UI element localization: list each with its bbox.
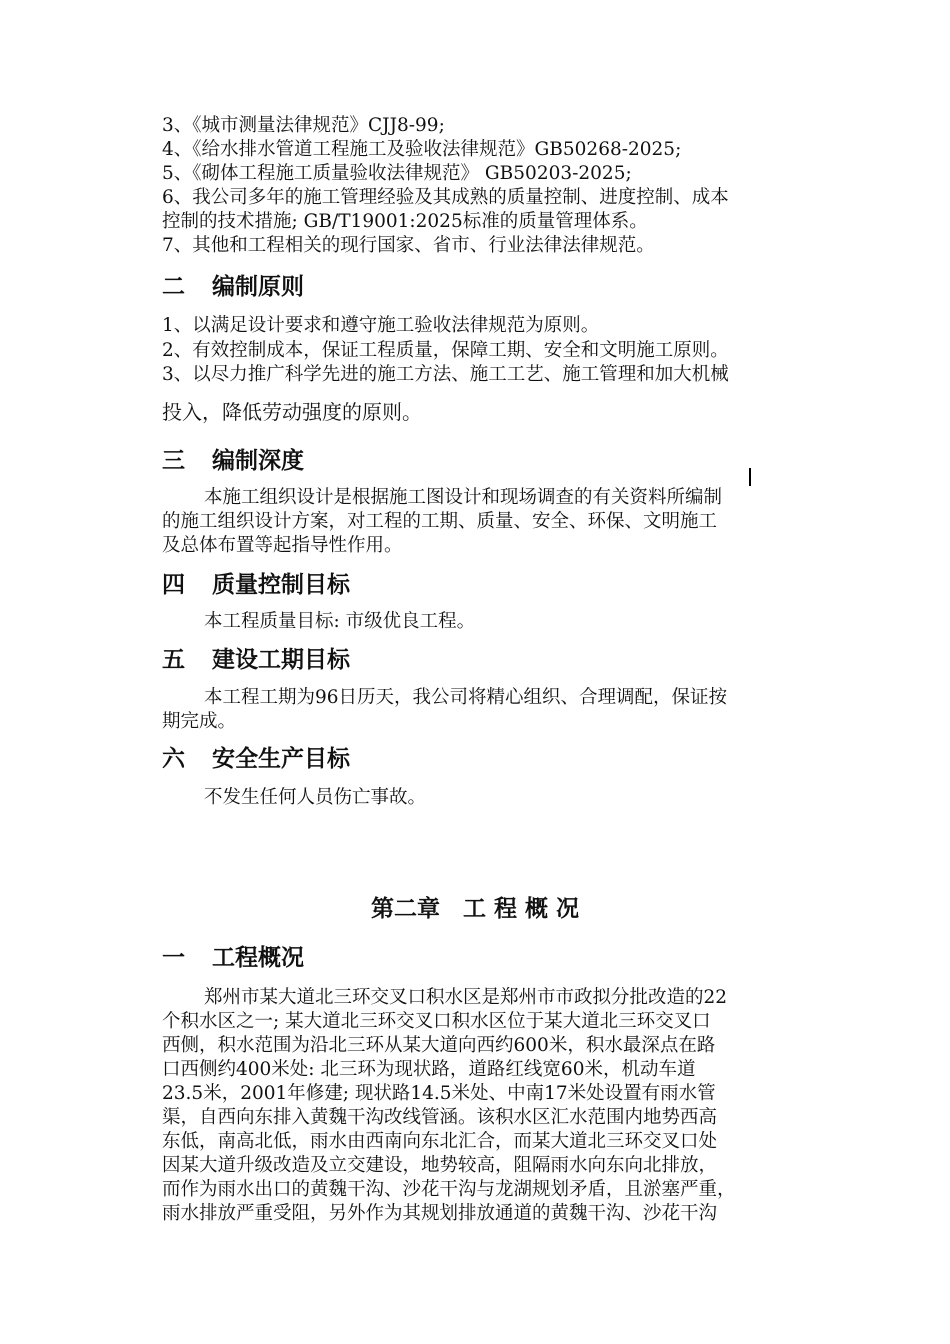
quality-goal-text: 本工程质量目标: 市级优良工程。: [204, 611, 476, 632]
text-cursor: [749, 468, 751, 486]
section-heading-principles: [162, 272, 304, 302]
section-title: 编制原则: [212, 274, 304, 300]
reference-item-6: 6、我公司多年的施工管理经验及其成熟的质量控制、进度控制、成本: [162, 187, 729, 208]
reference-item-7: 7、其他和工程相关的现行国家、省市、行业法律法律规范。: [162, 235, 655, 256]
overview-line-10: 雨水排放严重受阻，另外作为其规划排放通道的黄魏干沟、沙花干沟: [162, 1203, 718, 1224]
schedule-line-2: 期完成。: [162, 711, 237, 732]
section-number: 六: [162, 746, 185, 772]
overview-line-6: 渠，自西向东排入黄魏干沟改线管涵。该积水区汇水范围内地势西高: [162, 1107, 718, 1128]
section-heading-schedule: [162, 645, 350, 675]
section-heading-overview: [162, 943, 304, 973]
section-title: 编制深度: [212, 448, 304, 474]
overview-line-7: 东低，南高北低，雨水由西南向东北汇合，而某大道北三环交叉口处: [162, 1131, 718, 1152]
section-number: 三: [162, 448, 185, 474]
section-heading-safety: [162, 744, 350, 774]
reference-item-3: 3、《城市测量法律规范》CJJ8-99;: [162, 115, 445, 136]
section-number: 二: [162, 274, 185, 300]
schedule-line-1: 本工程工期为96日历天，我公司将精心组织、合理调配，保证按: [204, 687, 728, 708]
overview-line-3: 西侧，积水范围为沿北三环从某大道向西约600米，积水最深点在路: [162, 1035, 716, 1056]
overview-line-4: 口西侧约400米处: 北三环为现状路，道路红线宽60米，机动车道: [162, 1059, 696, 1080]
principle-item-3-cont: 投入，降低劳动强度的原则。: [162, 400, 422, 424]
chapter-title: 第二章 工 程 概 况: [370, 896, 580, 922]
section-title: 质量控制目标: [212, 572, 350, 598]
section-title: 建设工期目标: [212, 647, 350, 673]
overview-line-1: 郑州市某大道北三环交叉口积水区是郑州市市政拟分批改造的22: [204, 987, 728, 1008]
principle-item-2: 2、有效控制成本，保证工程质量，保障工期、安全和文明施工原则。: [162, 340, 729, 361]
overview-line-8: 因某大道升级改造及立交建设，地势较高，阻隔雨水向东向北排放，: [162, 1155, 718, 1176]
depth-paragraph-line-1: 本施工组织设计是根据施工图设计和现场调查的有关资料所编制: [204, 487, 723, 508]
overview-line-2: 个积水区之一; 某大道北三环交叉口积水区位于某大道北三环交叉口: [162, 1011, 711, 1032]
section-number: 一: [162, 945, 185, 971]
safety-goal-text: 不发生任何人员伤亡事故。: [204, 787, 427, 808]
depth-paragraph-line-2: 的施工组织设计方案，对工程的工期、质量、安全、环保、文明施工: [162, 511, 718, 532]
overview-line-5: 23.5米，2001年修建; 现状路14.5米处、中南17米处设置有雨水管: [162, 1083, 716, 1104]
depth-paragraph-line-3: 及总体布置等起指导性作用。: [162, 535, 403, 556]
overview-line-9: 而作为雨水出口的黄魏干沟、沙花干沟与龙湖规划矛盾，且淤塞严重，: [162, 1179, 736, 1200]
principle-item-3: 3、以尽力推广科学先进的施工方法、施工工艺、施工管理和加大机械: [162, 364, 729, 385]
principle-item-1: 1、以满足设计要求和遵守施工验收法律规范为原则。: [162, 315, 600, 336]
reference-item-4: 4、《给水排水管道工程施工及验收法律规范》GB50268-2025;: [162, 139, 682, 160]
section-heading-quality: [162, 570, 350, 600]
section-title: 工程概况: [212, 945, 304, 971]
reference-item-5: 5、《砌体工程施工质量验收法律规范》 GB50203-2025;: [162, 163, 632, 184]
section-heading-depth: [162, 446, 304, 476]
section-number: 五: [162, 647, 185, 673]
section-number: 四: [162, 572, 185, 598]
reference-item-6-cont: 控制的技术措施; GB/T19001:2025标准的质量管理体系。: [162, 211, 648, 232]
section-title: 安全生产目标: [212, 746, 350, 772]
